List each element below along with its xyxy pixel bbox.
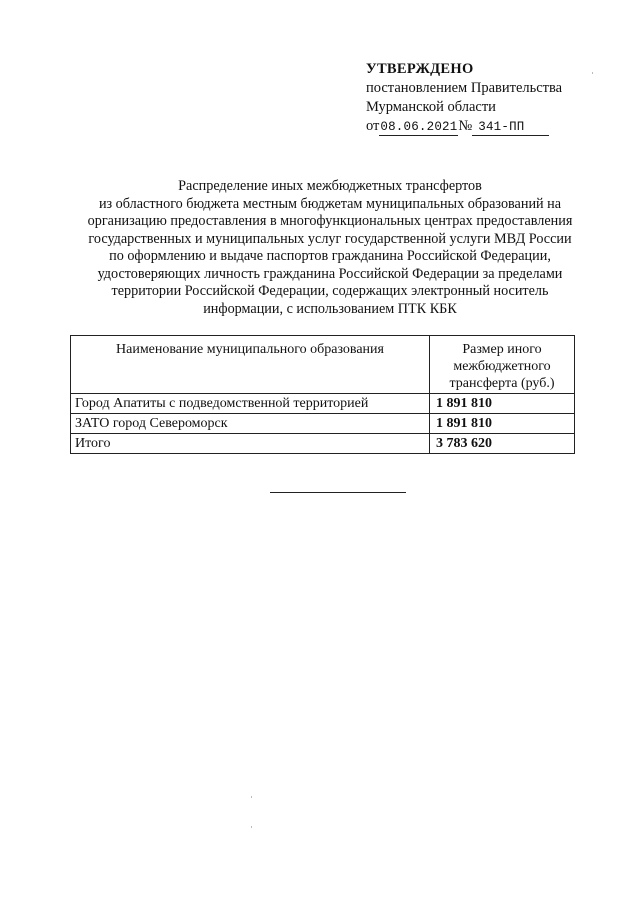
title-line: по оформлению и выдаче паспортов гражданина Российской Федерации,	[109, 248, 551, 264]
title-line: из областного бюджета местным бюджетам муниципальных образований на	[98, 195, 562, 212]
municipality-name: Город Апатиты с подведомственной территорией	[71, 394, 430, 414]
decree-line	[366, 117, 616, 136]
transfer-amount: 1 891 810	[430, 414, 575, 434]
transfers-table	[70, 335, 575, 454]
decree-date: 08.06.2021	[380, 120, 458, 134]
header-municipality: Наименование муниципального образования	[71, 336, 430, 394]
table-row	[71, 414, 575, 434]
title-line: территории Российской Федерации, содержащих электронный носитель	[111, 283, 549, 299]
table-row	[71, 434, 575, 454]
total-amount: 3 783 620	[430, 434, 575, 454]
title-line: Распределение иных межбюджетных трансфертов	[178, 178, 482, 194]
title-line: организацию предоставления в многофункциональных центрах предоставления	[87, 213, 573, 229]
title-line: удостоверяющих личность гражданина Российской Федерации за пределами	[97, 265, 563, 282]
title-line: государственных и муниципальных услуг государственной услуги МВД России	[88, 230, 572, 247]
number-prefix: №	[458, 118, 473, 134]
document-title	[60, 178, 600, 318]
total-label: Итого	[71, 434, 430, 454]
date-prefix: от	[366, 118, 380, 134]
scan-speck	[251, 796, 252, 798]
approval-heading: УТВЕРЖДЕНО	[366, 61, 474, 77]
scan-speck	[592, 72, 593, 74]
approval-line-1: постановлением Правительства	[366, 80, 563, 96]
title-line: информации, с использованием ПТК КБК	[203, 300, 457, 317]
approval-line-2: Мурманской области	[366, 99, 496, 115]
closing-rule	[270, 492, 406, 493]
decree-number: 341-ПП	[472, 120, 549, 136]
transfer-amount: 1 891 810	[430, 394, 575, 414]
table-header-row	[71, 336, 575, 394]
scan-speck	[251, 826, 252, 828]
approval-block	[366, 60, 616, 136]
municipality-name: ЗАТО город Североморск	[71, 414, 430, 434]
table-row	[71, 394, 575, 414]
header-amount: Размер иного межбюджетного трансферта (руб.)	[430, 336, 575, 394]
